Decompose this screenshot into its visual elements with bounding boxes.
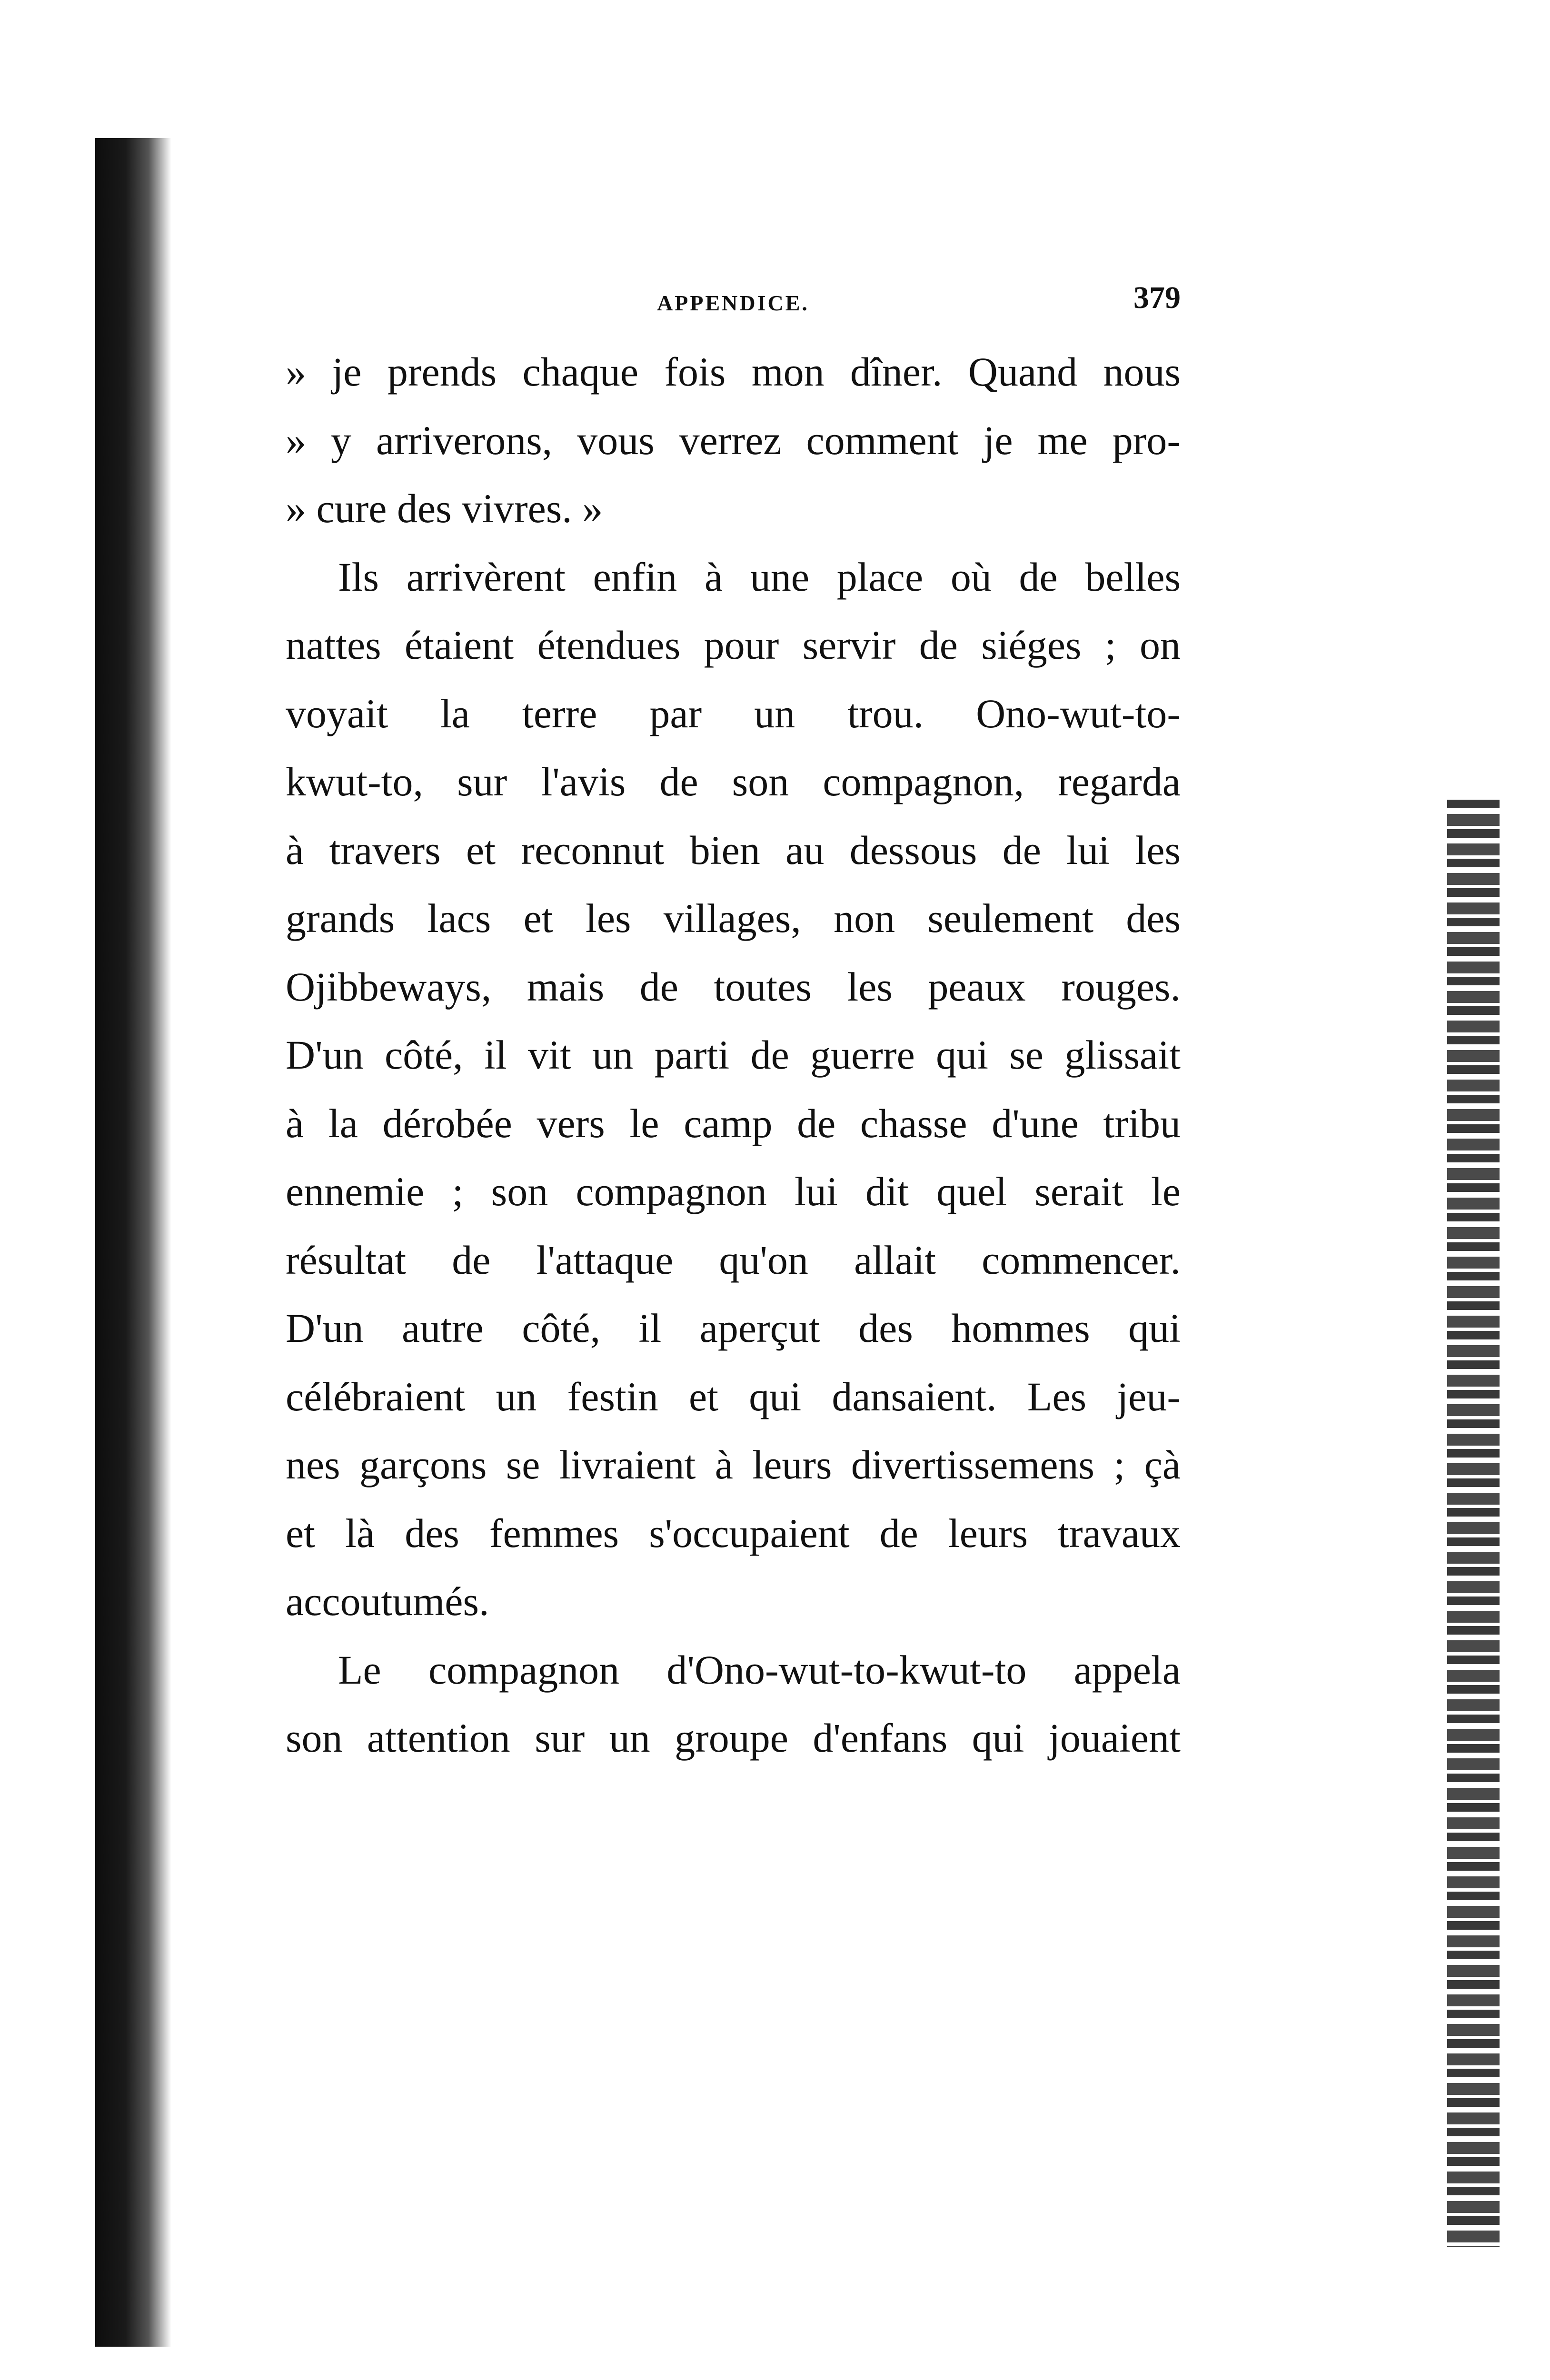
text-line: » je prends chaque fois mon dîner. Quand nous: [286, 349, 1181, 395]
page-header: [286, 276, 1181, 338]
text-line: Le compagnon d'Ono-wut-to-kwut-to appela: [338, 1646, 1181, 1693]
text-line: résultat de l'attaque qu'on allait commencer.: [286, 1237, 1181, 1283]
text-line: à travers et reconnut bien au dessous de lui les: [286, 827, 1181, 873]
text-line: son attention sur un groupe d'enfans qui jouaient: [286, 1715, 1181, 1761]
text-line: célébraient un festin et qui dansaient. Les jeu-: [286, 1373, 1181, 1419]
text-line: Ils arrivèrent enfin à une place où de belles: [338, 554, 1181, 600]
edge-scan-artifact: [1447, 800, 1500, 2247]
body-text: [286, 338, 1181, 1773]
text-line: D'un côté, il vit un parti de guerre qui se glissait: [286, 1032, 1181, 1078]
text-line: accoutumés.: [286, 1578, 489, 1624]
text-line: voyait la terre par un trou. Ono-wut-to-: [286, 690, 1181, 736]
text-line: grands lacs et les villages, non seulement des: [286, 895, 1181, 941]
paragraph: [286, 543, 1181, 1636]
text-line: Ojibbeways, mais de toutes les peaux rouges.: [286, 963, 1181, 1010]
running-head: APPENDICE.: [657, 291, 809, 315]
binding-shadow: [95, 138, 171, 2347]
text-line: » cure des vivres. »: [286, 486, 603, 531]
text-line: nes garçons se livraient à leurs divertissemens ; çà: [286, 1442, 1181, 1488]
paragraph: [286, 1636, 1181, 1773]
text-line: à la dérobée vers le camp de chasse d'une tribu: [286, 1100, 1181, 1146]
text-line: D'un autre côté, il aperçut des hommes qui: [286, 1305, 1181, 1351]
text-line: et là des femmes s'occupaient de leurs travaux: [286, 1510, 1181, 1556]
text-line: ennemie ; son compagnon lui dit quel serait le: [286, 1169, 1181, 1214]
text-line: kwut-to, sur l'avis de son compagnon, regarda: [286, 759, 1181, 804]
text-line: nattes étaient étendues pour servir de siéges ; on: [286, 622, 1181, 668]
text-line: » y arriverons, vous verrez comment je me pro-: [286, 417, 1181, 463]
book-page: [286, 276, 1181, 1773]
paragraph: [286, 338, 1181, 543]
page-number: 379: [1133, 280, 1181, 315]
